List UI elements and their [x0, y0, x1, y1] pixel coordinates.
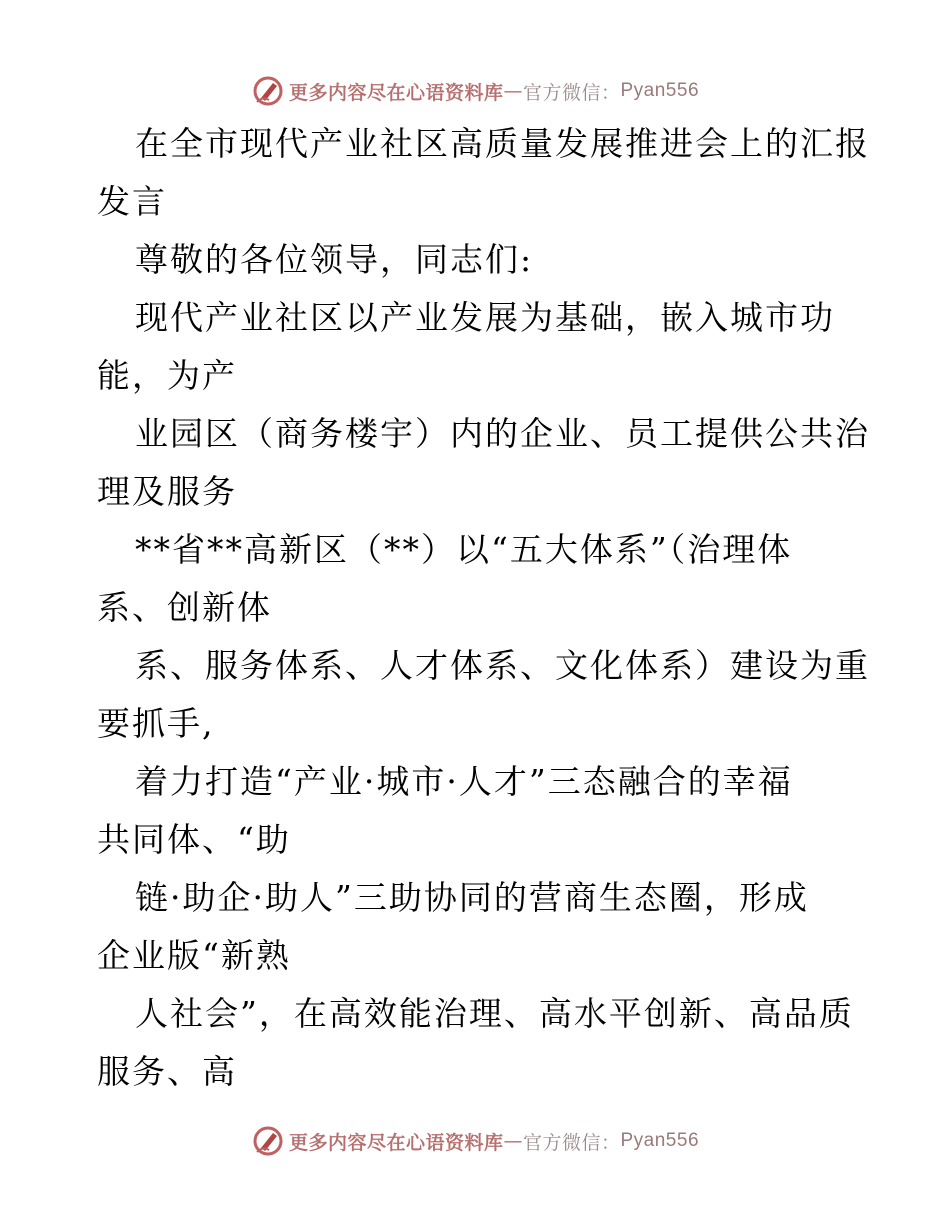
- paragraph-line: 着力打造“产业·城市·人才”三态融合的幸福: [135, 762, 793, 801]
- watermark-dash: —: [503, 80, 523, 102]
- document-body: [97, 115, 870, 1101]
- watermark-wechat-label: 官方微信：: [522, 1131, 621, 1154]
- watermark-wechat-id: Pyan556: [620, 1130, 700, 1151]
- paragraph-line: 链·助企·助人”三助协同的营商生态圈，形成: [135, 878, 809, 917]
- watermark-dash: —: [503, 1130, 523, 1152]
- paragraph-line: 系、创新体: [97, 588, 272, 627]
- paragraph-line: 理及服务: [97, 472, 237, 511]
- paragraph-line: 共同体、“助: [97, 820, 291, 859]
- paragraph-line: 现代产业社区以产业发展为基础，嵌入城市功: [135, 298, 835, 337]
- paragraph-line: **省**高新区（**）以“五大体系”（治理体: [135, 530, 793, 569]
- paragraph-line: 企业版“新熟: [97, 936, 291, 975]
- watermark-main-text: 更多内容尽在心语资料库: [288, 81, 504, 104]
- salutation-line: 尊敬的各位领导，同志们:: [135, 240, 534, 279]
- pen-logo-icon: [251, 74, 285, 108]
- watermark-wechat-id: Pyan556: [620, 80, 700, 101]
- paragraph-line: 要抓手,: [97, 704, 215, 743]
- header-watermark: [0, 71, 950, 111]
- watermark-wechat-label: 官方微信：: [522, 81, 621, 104]
- title-line-2: 发言: [97, 182, 167, 221]
- footer-watermark: [0, 1121, 950, 1161]
- pen-logo-icon: [251, 1124, 285, 1158]
- paragraph-line: 系、服务体系、人才体系、文化体系）建设为重: [135, 646, 870, 685]
- watermark-main-text: 更多内容尽在心语资料库: [288, 1131, 504, 1154]
- title-line-1: 在全市现代产业社区高质量发展推进会上的汇报: [135, 124, 870, 163]
- paragraph-line: 业园区（商务楼宇）内的企业、员工提供公共治: [135, 414, 870, 453]
- paragraph-line: 人社会”，在高效能治理、高水平创新、高品质: [135, 994, 854, 1033]
- paragraph-line: 能，为产: [97, 356, 237, 395]
- paragraph-line: 服务、高: [97, 1052, 237, 1091]
